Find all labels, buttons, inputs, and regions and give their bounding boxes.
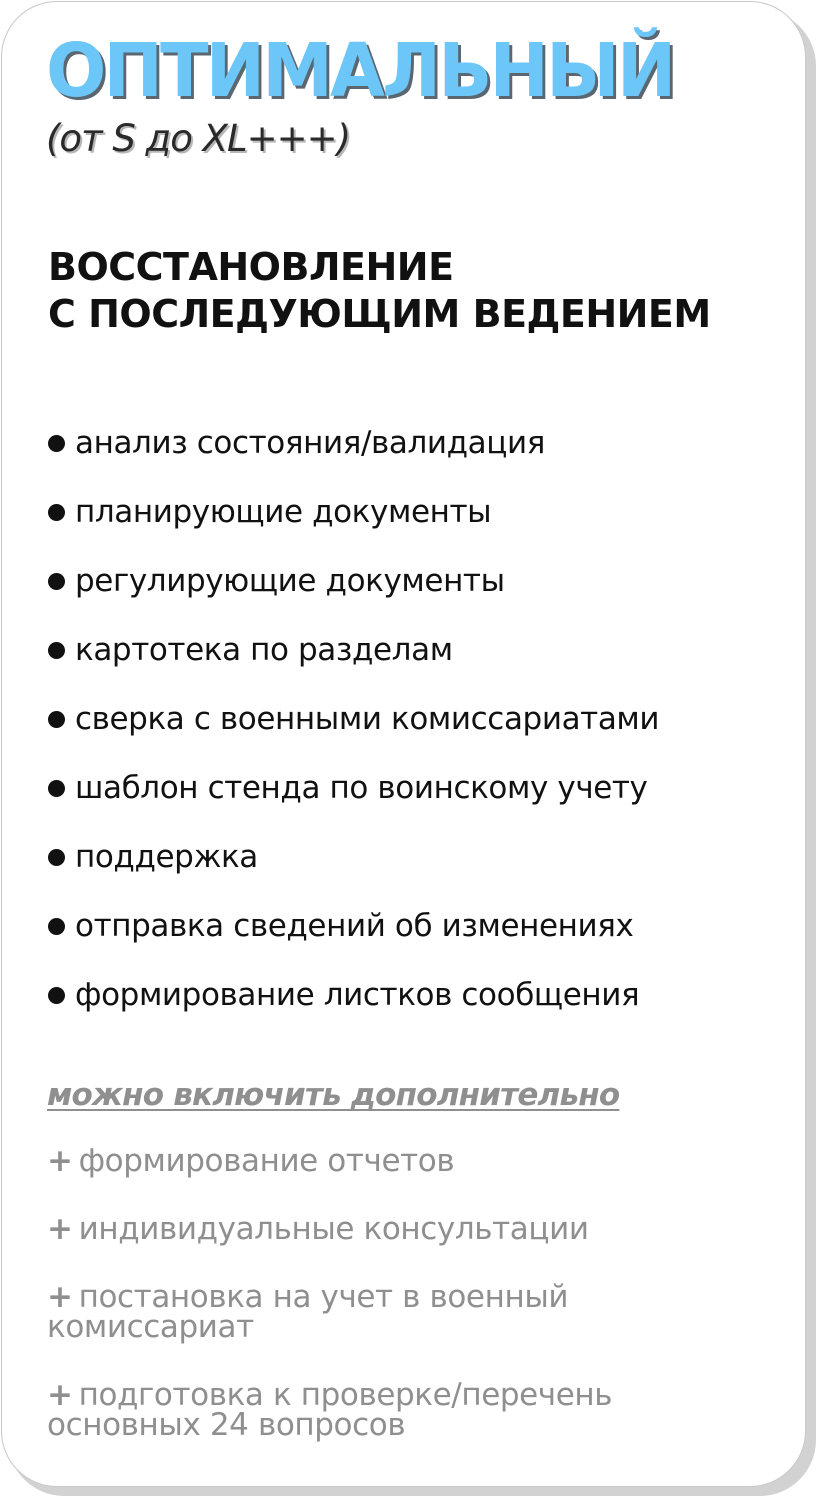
plus-icon: + [47,1279,73,1315]
plan-heading-line-1: ВОССТАНОВЛЕНИЕ [48,245,454,289]
plus-icon: + [47,1143,73,1179]
feature-text: поддержка [75,839,258,875]
feature-text: картотека по разделам [75,632,453,668]
plan-size-range: (от S до XL+++) [46,117,351,160]
extra-item [47,1211,747,1247]
feature-item [48,627,659,696]
feature-text: сверка с военными комиссариатами [75,701,660,737]
bullet-icon [48,642,65,659]
feature-item [48,972,659,1041]
bullet-icon [48,435,65,452]
feature-text: регулирующие документы [75,563,505,599]
bullet-icon [48,987,65,1004]
extra-text: постановка на учет в военный комиссариат [47,1279,569,1345]
feature-item [48,903,659,972]
extra-text: индивидуальные консультации [78,1211,589,1247]
feature-item [48,420,659,489]
feature-item [48,696,659,765]
feature-text: формирование листков сообщения [75,977,640,1013]
plus-icon: + [47,1211,73,1247]
extra-item [47,1279,747,1345]
plan-heading-line-2: С ПОСЛЕДУЮЩИМ ВЕДЕНИЕМ [48,292,711,336]
feature-text: шаблон стенда по воинскому учету [75,770,648,806]
extra-item [47,1143,747,1179]
extras-list [47,1143,747,1478]
extra-item [47,1377,747,1443]
bullet-icon [48,780,65,797]
extra-text: формирование отчетов [78,1143,455,1179]
bullet-icon [48,504,65,521]
bullet-icon [48,573,65,590]
plan-heading [48,244,711,338]
feature-text: анализ состояния/валидация [75,425,545,461]
bullet-icon [48,711,65,728]
bullet-icon [48,918,65,935]
feature-item [48,834,659,903]
feature-text: планирующие документы [75,494,492,530]
feature-item [48,558,659,627]
bullet-icon [48,849,65,866]
feature-list [48,420,659,1041]
feature-text: отправка сведений об изменениях [75,908,634,944]
feature-item [48,489,659,558]
feature-item [48,765,659,834]
plan-title: ОПТИМАЛЬНЫЙ [46,28,674,114]
plus-icon: + [47,1377,73,1413]
extra-text: подготовка к проверке/перечень основных 24 вопросов [47,1377,613,1443]
extras-heading: можно включить дополнительно [47,1077,620,1113]
